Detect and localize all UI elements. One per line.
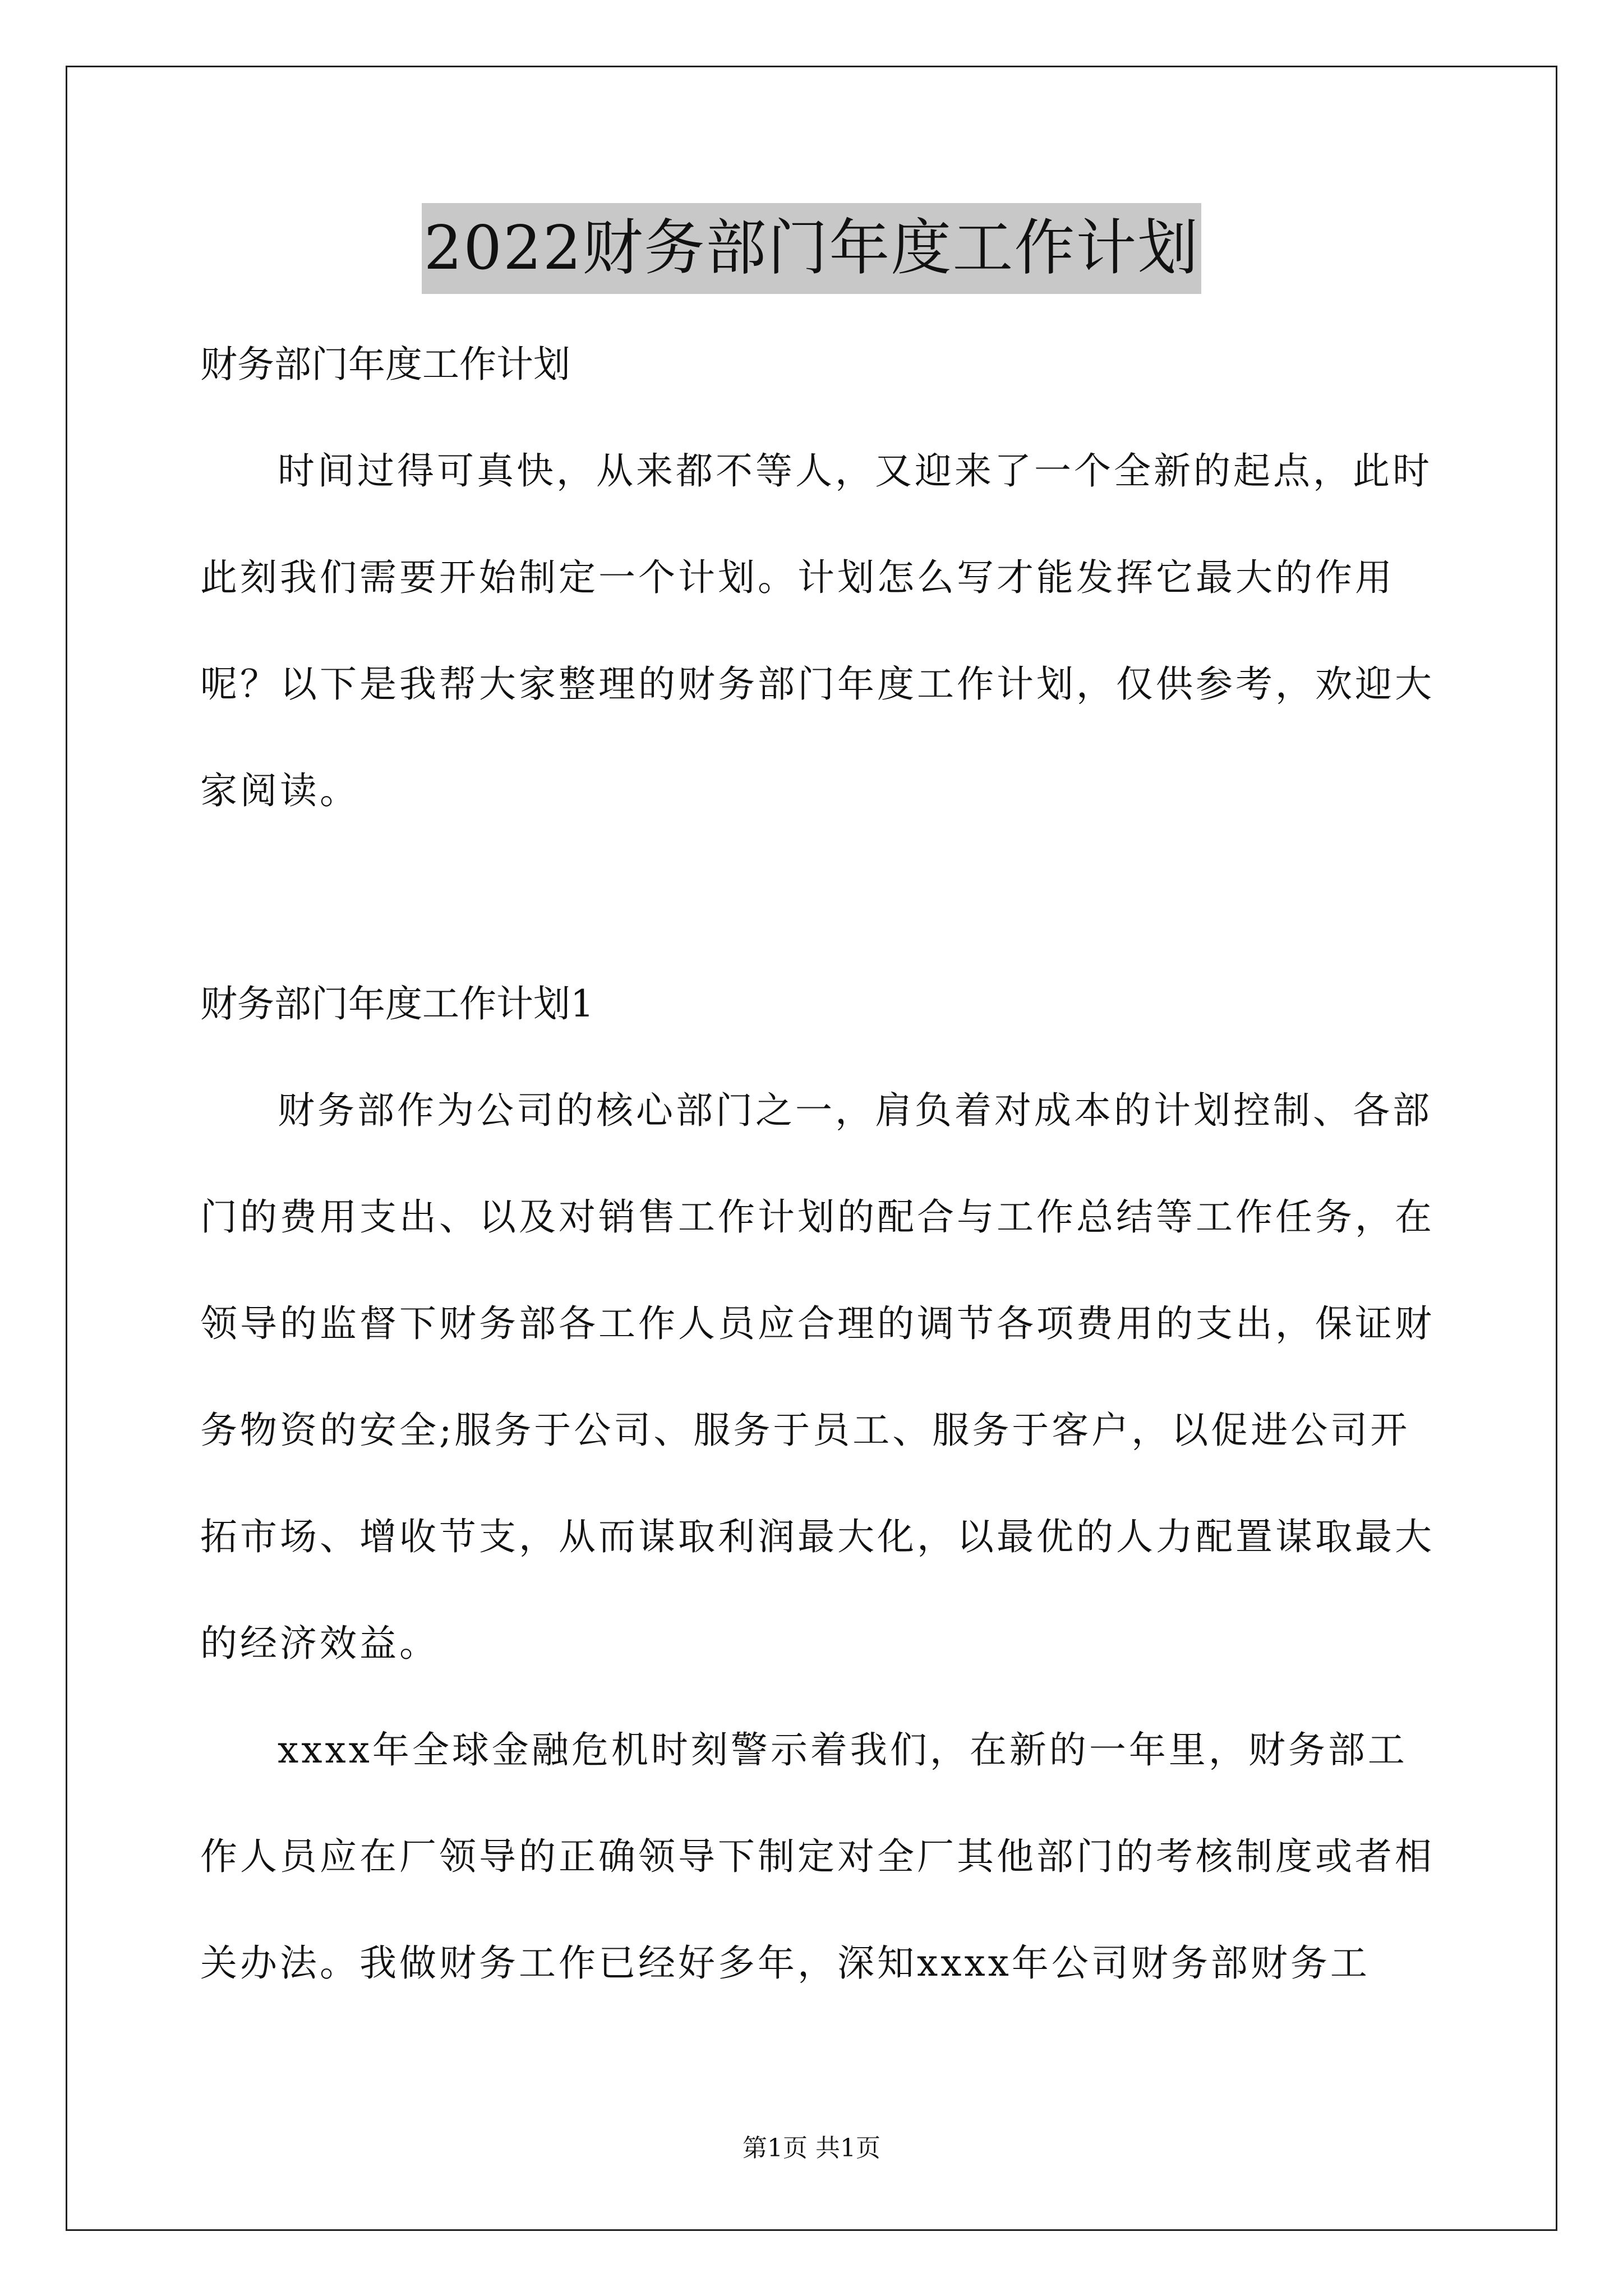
intro-paragraph: 时间过得可真快，从来都不等人，又迎来了一个全新的起点，此时此刻我们需要开始制定一个计划。计划怎么写才能发挥它最大的作用呢？以下是我帮大家整理的财务部门年度工作计划，仅供参考，欢迎大家阅读。	[200, 449, 1435, 812]
document-body	[200, 311, 1445, 2017]
page-footer: 第1页 共1页	[743, 2134, 880, 2162]
body-paragraph-1: 财务部作为公司的核心部门之一，肩负着对成本的计划控制、各部门的费用支出、以及对销售工作计划的配合与工作总结等工作任务，在领导的监督下财务部各工作人员应合理的调节各项费用的支出，保证财务物资的安全;服务于公司、服务于员工、服务于客户，以促进公司开拓市场、增收节支，从而谋取利润最大化，以最优的人力配置谋取最大的经济效益。	[200, 1089, 1435, 1665]
title-container	[0, 203, 1623, 294]
body-paragraph-2: xxxx年全球金融危机时刻警示着我们，在新的一年里，财务部工作人员应在厂领导的正确领导下制定对全厂其他部门的考核制度或者相关办法。我做财务工作已经好多年，深知xxxx年公司财务部财务工	[200, 1728, 1435, 1985]
document-title: 2022财务部门年度工作计划	[422, 203, 1202, 294]
document-subtitle: 财务部门年度工作计划	[200, 343, 570, 386]
section-heading: 财务部门年度工作计划1	[200, 982, 594, 1025]
blank-line	[200, 844, 1445, 951]
